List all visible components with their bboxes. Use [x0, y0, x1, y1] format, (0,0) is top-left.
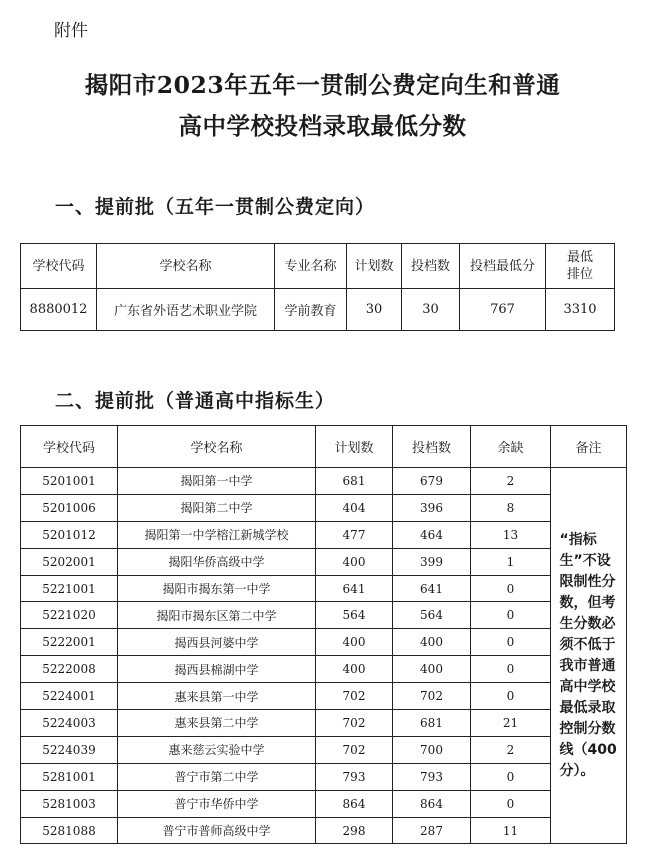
cell-gap: 2 [471, 468, 551, 495]
section1-heading: 一、提前批（五年一贯制公费定向） [55, 196, 376, 218]
header-min-rank: 最低排位 [546, 244, 615, 289]
annex-label: 附件 [54, 21, 88, 41]
cell-plan: 404 [316, 494, 393, 521]
cell-school-name: 揭阳第二中学 [118, 494, 316, 521]
five-year-admission-table [20, 243, 615, 331]
cell-plan: 400 [316, 656, 393, 683]
section2-heading: 二、提前批（普通高中指标生） [55, 390, 336, 412]
table-row [21, 710, 627, 737]
cell-school-code: 5201012 [21, 521, 118, 548]
cell-school-name: 普宁市华侨中学 [118, 790, 316, 817]
cell-plan: 702 [316, 683, 393, 710]
table-row [21, 656, 627, 683]
cell-plan: 702 [316, 710, 393, 737]
cell-admitted: 287 [393, 817, 471, 844]
quota-students-table [20, 425, 627, 844]
cell-gap: 0 [471, 763, 551, 790]
table-row [21, 468, 627, 495]
cell-school-code: 8880012 [21, 289, 97, 331]
table-row [21, 683, 627, 710]
cell-admitted: 564 [393, 602, 471, 629]
cell-gap: 21 [471, 710, 551, 737]
cell-gap: 1 [471, 548, 551, 575]
header-school-code: 学校代码 [21, 244, 97, 289]
cell-school-code: 5224039 [21, 736, 118, 763]
cell-school-name: 普宁市普师高级中学 [118, 817, 316, 844]
cell-admitted: 679 [393, 468, 471, 495]
table-row [21, 817, 627, 844]
table-header-row [21, 244, 615, 289]
cell-min-rank: 3310 [546, 289, 615, 331]
cell-school-name: 揭阳第一中学榕江新城学校 [118, 521, 316, 548]
cell-plan: 864 [316, 790, 393, 817]
cell-school-code: 5202001 [21, 548, 118, 575]
table-row [21, 629, 627, 656]
cell-admitted: 793 [393, 763, 471, 790]
cell-plan: 298 [316, 817, 393, 844]
cell-school-code: 5222001 [21, 629, 118, 656]
cell-school-name: 揭阳市揭东第一中学 [118, 575, 316, 602]
header-min-score: 投档最低分 [460, 244, 546, 289]
remarks-cell [551, 468, 627, 844]
cell-gap: 0 [471, 656, 551, 683]
cell-school-name: 广东省外语艺术职业学院 [97, 289, 275, 331]
cell-admitted: 396 [393, 494, 471, 521]
cell-admitted: 681 [393, 710, 471, 737]
cell-plan: 30 [347, 289, 402, 331]
cell-plan: 793 [316, 763, 393, 790]
header-plan: 计划数 [347, 244, 402, 289]
table-row [21, 521, 627, 548]
cell-school-code: 5221020 [21, 602, 118, 629]
cell-school-name: 揭西县棉湖中学 [118, 656, 316, 683]
cell-gap: 13 [471, 521, 551, 548]
cell-school-name: 惠来县第二中学 [118, 710, 316, 737]
cell-gap: 0 [471, 683, 551, 710]
cell-school-code: 5224003 [21, 710, 118, 737]
cell-school-code: 5221001 [21, 575, 118, 602]
table-row [21, 289, 615, 331]
cell-plan: 702 [316, 736, 393, 763]
cell-admitted: 702 [393, 683, 471, 710]
table-row [21, 763, 627, 790]
cell-plan: 564 [316, 602, 393, 629]
header-school-name: 学校名称 [97, 244, 275, 289]
cell-plan: 400 [316, 629, 393, 656]
cell-plan: 477 [316, 521, 393, 548]
cell-gap: 8 [471, 494, 551, 521]
cell-plan: 400 [316, 548, 393, 575]
cell-major: 学前教育 [275, 289, 347, 331]
header-admitted: 投档数 [393, 426, 471, 468]
table-row [21, 602, 627, 629]
header-plan: 计划数 [316, 426, 393, 468]
header-school-name: 学校名称 [118, 426, 316, 468]
cell-admitted: 641 [393, 575, 471, 602]
cell-school-code: 5201001 [21, 468, 118, 495]
header-major: 专业名称 [275, 244, 347, 289]
cell-gap: 0 [471, 790, 551, 817]
cell-admitted: 399 [393, 548, 471, 575]
cell-school-name: 揭阳第一中学 [118, 468, 316, 495]
cell-school-code: 5201006 [21, 494, 118, 521]
header-remarks: 备注 [551, 426, 627, 468]
cell-school-name: 普宁市第二中学 [118, 763, 316, 790]
cell-gap: 0 [471, 602, 551, 629]
cell-school-code: 5281003 [21, 790, 118, 817]
document-title-line2: 高中学校投档录取最低分数 [178, 112, 467, 140]
cell-school-code: 5281001 [21, 763, 118, 790]
table-row [21, 494, 627, 521]
cell-plan: 641 [316, 575, 393, 602]
cell-school-name: 揭西县河婆中学 [118, 629, 316, 656]
cell-school-name: 揭阳市揭东区第二中学 [118, 602, 316, 629]
table-row [21, 575, 627, 602]
cell-admitted: 464 [393, 521, 471, 548]
cell-school-code: 5222008 [21, 656, 118, 683]
cell-gap: 11 [471, 817, 551, 844]
cell-gap: 0 [471, 629, 551, 656]
cell-school-name: 惠来县第一中学 [118, 683, 316, 710]
header-school-code: 学校代码 [21, 426, 118, 468]
header-gap: 余缺 [471, 426, 551, 468]
table-row [21, 790, 627, 817]
document-title-line1: 揭阳市2023年五年一贯制公费定向生和普通 [84, 71, 561, 99]
cell-admitted: 864 [393, 790, 471, 817]
cell-plan: 681 [316, 468, 393, 495]
cell-admitted: 400 [393, 656, 471, 683]
cell-gap: 2 [471, 736, 551, 763]
cell-school-name: 惠来慈云实验中学 [118, 736, 316, 763]
header-admitted: 投档数 [402, 244, 460, 289]
cell-min-score: 767 [460, 289, 546, 331]
cell-school-code: 5224001 [21, 683, 118, 710]
cell-gap: 0 [471, 575, 551, 602]
cell-admitted: 30 [402, 289, 460, 331]
table-row [21, 548, 627, 575]
table-header-row [21, 426, 627, 468]
remarks-note: “指标生”不设限制性分数，但考生分数必须不低于我市普通高中学校最低录取控制分数线（400分）。 [559, 531, 617, 779]
cell-admitted: 400 [393, 629, 471, 656]
cell-school-name: 揭阳华侨高级中学 [118, 548, 316, 575]
table-row [21, 736, 627, 763]
cell-admitted: 700 [393, 736, 471, 763]
cell-school-code: 5281088 [21, 817, 118, 844]
